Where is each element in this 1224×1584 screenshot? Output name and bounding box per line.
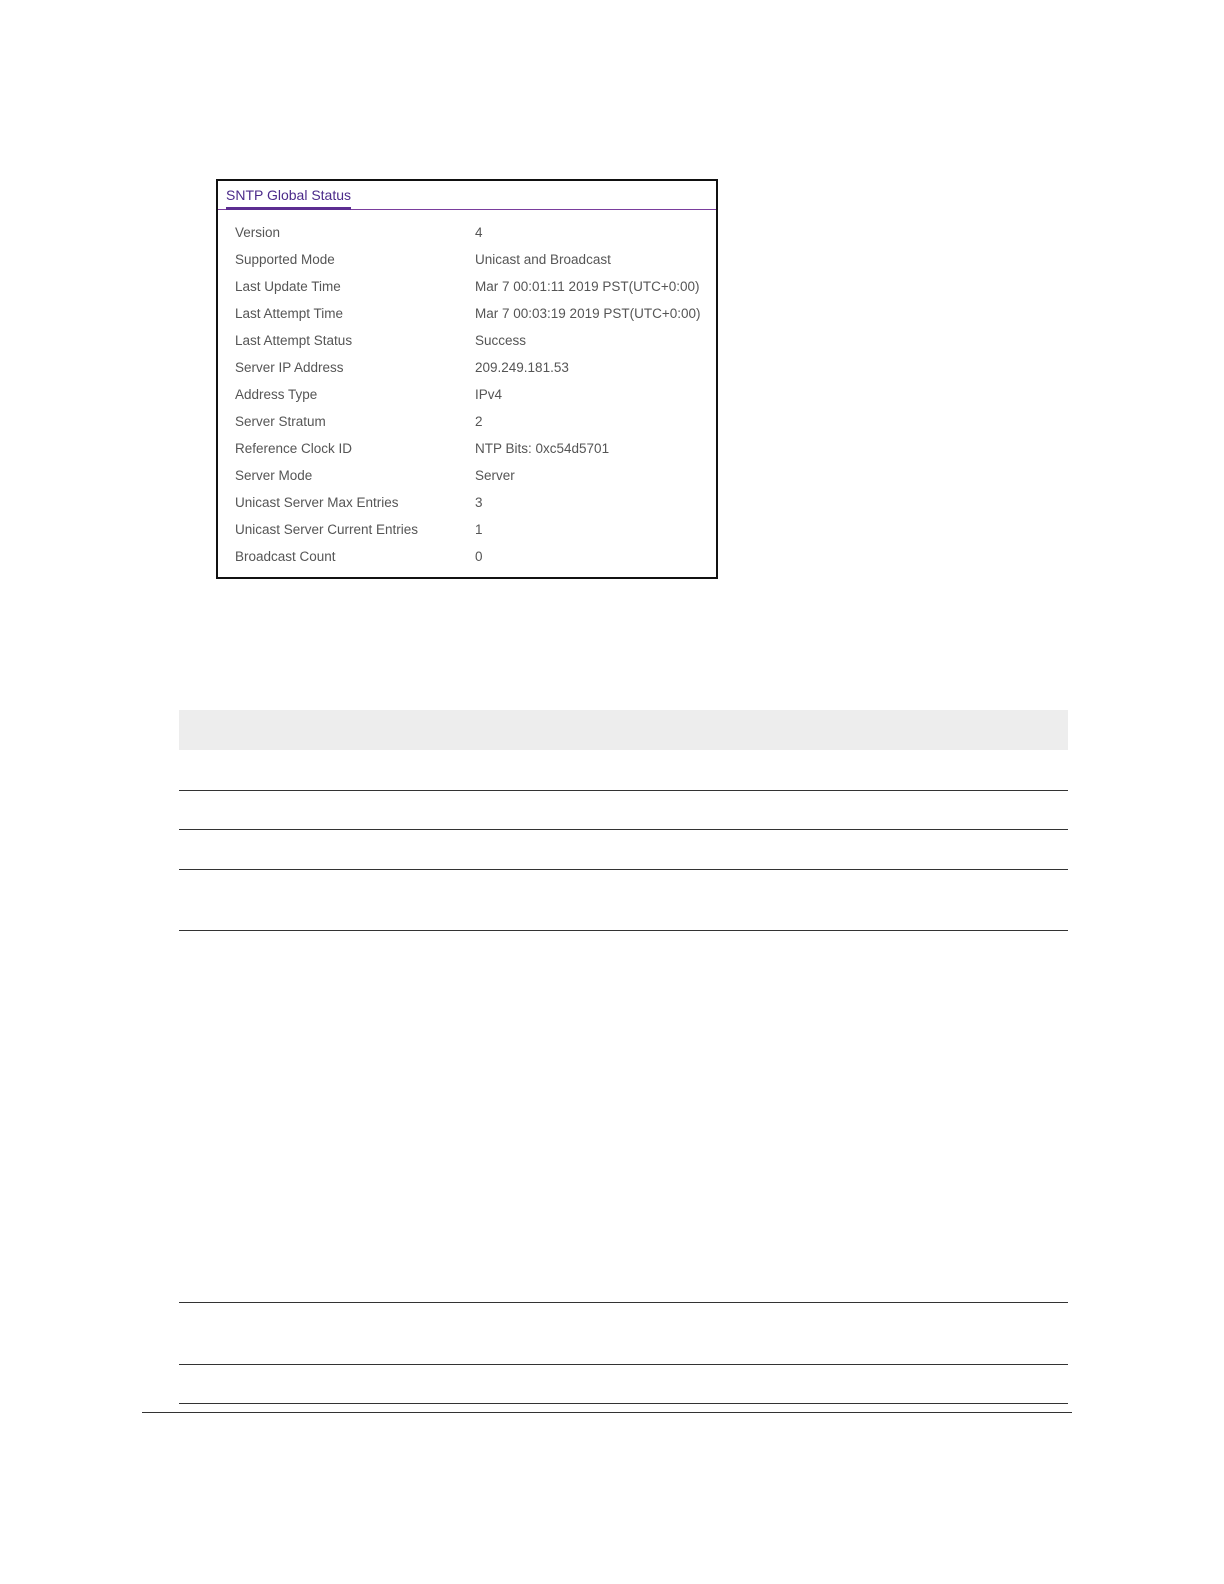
row-label: Unicast Server Max Entries — [235, 495, 399, 510]
status-row-broadcast-count — [218, 543, 716, 570]
row-label: Server Mode — [235, 468, 313, 483]
panel-header — [218, 181, 716, 210]
status-row-last-update-time — [218, 273, 716, 300]
panel-title-tab[interactable]: SNTP Global Status — [226, 187, 351, 210]
page-footer-rule — [142, 1412, 1072, 1413]
status-row-address-type — [218, 381, 716, 408]
row-value: Mar 7 00:01:11 2019 PST(UTC+0:00) — [475, 279, 700, 294]
row-value: Unicast and Broadcast — [475, 252, 611, 267]
row-value: Success — [475, 333, 527, 348]
row-value: 1 — [475, 522, 483, 537]
row-label: Unicast Server Current Entries — [235, 522, 419, 537]
status-row-last-attempt-status — [218, 327, 716, 354]
row-value: IPv4 — [475, 387, 503, 402]
status-row-server-mode — [218, 462, 716, 489]
table-header-band — [179, 710, 1068, 750]
table-row-divider — [179, 1302, 1068, 1303]
table-row-divider — [179, 1364, 1068, 1365]
status-row-unicast-server-current-entries — [218, 516, 716, 543]
row-value: 3 — [475, 495, 483, 510]
row-value: Server — [475, 468, 515, 483]
table-row-divider — [179, 1403, 1068, 1404]
row-label: Supported Mode — [235, 252, 335, 267]
row-label: Reference Clock ID — [235, 441, 353, 456]
row-value: Mar 7 00:03:19 2019 PST(UTC+0:00) — [475, 306, 701, 321]
status-row-unicast-server-max-entries — [218, 489, 716, 516]
row-label: Address Type — [235, 387, 318, 402]
status-row-supported-mode — [218, 246, 716, 273]
status-row-reference-clock-id — [218, 435, 716, 462]
row-value: 0 — [475, 549, 483, 564]
table-row-divider — [179, 930, 1068, 931]
sntp-global-status-panel — [216, 179, 718, 579]
status-rows — [218, 219, 716, 570]
row-label: Last Update Time — [235, 279, 341, 294]
row-label: Last Attempt Status — [235, 333, 353, 348]
row-value: NTP Bits: 0xc54d5701 — [475, 441, 610, 456]
row-value: 2 — [475, 414, 483, 429]
row-label: Broadcast Count — [235, 549, 336, 564]
row-label: Last Attempt Time — [235, 306, 344, 321]
row-label: Version — [235, 225, 281, 240]
table-row-divider — [179, 829, 1068, 830]
status-row-server-ip-address — [218, 354, 716, 381]
row-label: Server Stratum — [235, 414, 326, 429]
table-row-divider — [179, 869, 1068, 870]
table-row-divider — [179, 790, 1068, 791]
status-row-version — [218, 219, 716, 246]
status-row-last-attempt-time — [218, 300, 716, 327]
row-value: 4 — [475, 225, 483, 240]
status-row-server-stratum — [218, 408, 716, 435]
row-label: Server IP Address — [235, 360, 344, 375]
row-value: 209.249.181.53 — [475, 360, 569, 375]
